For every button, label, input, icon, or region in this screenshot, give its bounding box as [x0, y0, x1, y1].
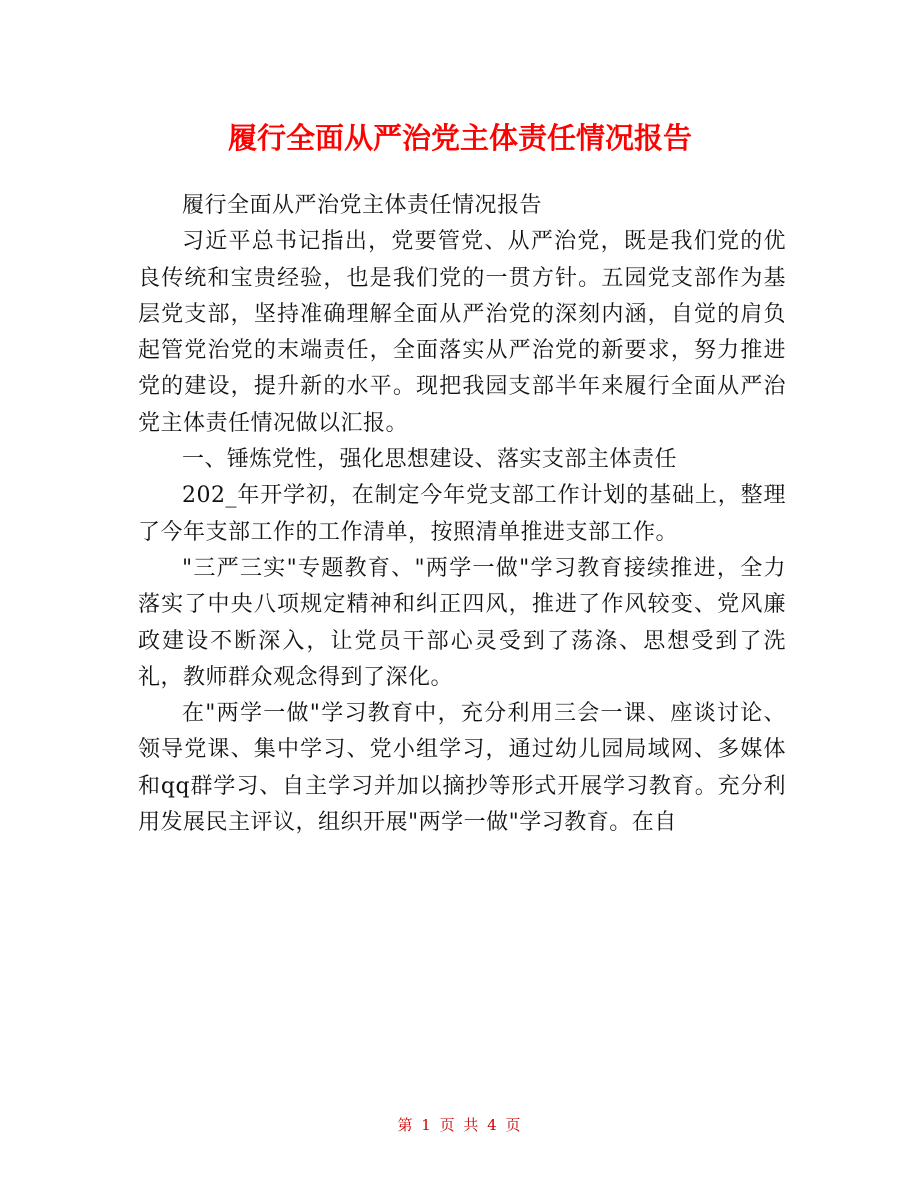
- paragraph-intro: 习近平总书记指出，党要管党、从严治党，既是我们党的优良传统和宝贵经验，也是我们党的一贯方针。五园党支部作为基层党支部，坚持准确理解全面从严治党的深刻内涵，自觉的肩负起管党治党的末端责任，全面落实从严治党的新要求，努力推进党的建设，提升新的水平。现把我园支部半年来履行全面从严治党主体责任情况做以汇报。: [138, 229, 786, 436]
- page-number-footer: 第 1 页 共 4 页: [397, 1116, 523, 1134]
- paragraph-work-plan: 202_年开学初，在制定今年党支部工作计划的基础上，整理了今年支部工作的工作清单，按照清单推进支部工作。: [138, 483, 786, 545]
- paragraph-study-methods: 在"两学一做"学习教育中，充分利用三会一课、座谈讨论、领导党课、集中学习、党小组学习，通过幼儿园局域网、多媒体和qq群学习、自主学习并加以摘抄等形式开展学习教育。充分利用发展民主评议，组织开展"两学一做"学习教育。在自: [138, 701, 786, 836]
- document-body: [138, 188, 786, 841]
- section-heading-1: 一、锤炼党性，强化思想建设、落实支部主体责任: [182, 447, 678, 473]
- paragraph-education: "三严三实"专题教育、"两学一做"学习教育接续推进，全力落实了中央八项规定精神和纠正四风，推进了作风较变、党风廉政建设不断深入，让党员干部心灵受到了荡涤、思想受到了洗礼，教师群众观念得到了深化。: [138, 555, 786, 690]
- document-title: 履行全面从严治党主体责任情况报告: [227, 121, 692, 155]
- paragraph-subtitle: 履行全面从严治党主体责任情况报告: [182, 193, 543, 218]
